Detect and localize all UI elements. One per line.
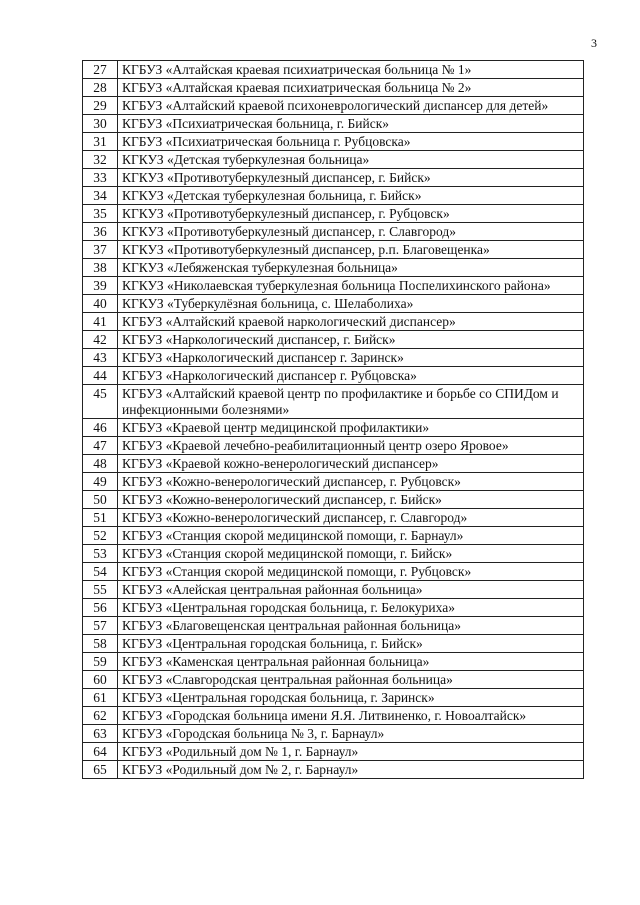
- table-row: [83, 671, 584, 689]
- table-row: [83, 385, 584, 419]
- row-number-cell: 51: [83, 509, 118, 527]
- institution-name-cell: КГКУЗ «Лебяженская туберкулезная больница»: [118, 259, 584, 277]
- institution-name-cell: КГБУЗ «Центральная городская больница, г. Бийск»: [118, 635, 584, 653]
- row-number-cell: 48: [83, 455, 118, 473]
- institution-name-cell: КГБУЗ «Алтайская краевая психиатрическая больница № 1»: [118, 61, 584, 79]
- row-number-cell: 64: [83, 743, 118, 761]
- row-number-cell: 38: [83, 259, 118, 277]
- row-number-cell: 34: [83, 187, 118, 205]
- table-row: [83, 79, 584, 97]
- table-row: [83, 115, 584, 133]
- row-number-cell: 58: [83, 635, 118, 653]
- row-number-cell: 65: [83, 761, 118, 779]
- table-row: [83, 187, 584, 205]
- institutions-table-body: [83, 61, 584, 779]
- row-number-cell: 27: [83, 61, 118, 79]
- row-number-cell: 37: [83, 241, 118, 259]
- institution-name-cell: КГБУЗ «Благовещенская центральная районная больница»: [118, 617, 584, 635]
- table-row: [83, 563, 584, 581]
- table-row: [83, 725, 584, 743]
- table-row: [83, 743, 584, 761]
- row-number-cell: 50: [83, 491, 118, 509]
- table-row: [83, 653, 584, 671]
- row-number-cell: 53: [83, 545, 118, 563]
- institution-name-cell: КГБУЗ «Кожно-венерологический диспансер, г. Славгород»: [118, 509, 584, 527]
- row-number-cell: 29: [83, 97, 118, 115]
- institution-name-cell: КГБУЗ «Центральная городская больница, г. Заринск»: [118, 689, 584, 707]
- table-row: [83, 169, 584, 187]
- institution-name-cell: КГБУЗ «Краевой центр медицинской профилактики»: [118, 419, 584, 437]
- institution-name-cell: КГБУЗ «Алтайский краевой психоневрологический диспансер для детей»: [118, 97, 584, 115]
- institution-name-cell: КГБУЗ «Психиатрическая больница, г. Бийск»: [118, 115, 584, 133]
- table-row: [83, 581, 584, 599]
- row-number-cell: 59: [83, 653, 118, 671]
- row-number-cell: 56: [83, 599, 118, 617]
- row-number-cell: 33: [83, 169, 118, 187]
- institutions-table: [82, 60, 584, 779]
- institution-name-cell: КГБУЗ «Наркологический диспансер, г. Бийск»: [118, 331, 584, 349]
- institution-name-cell: КГКУЗ «Противотуберкулезный диспансер, г. Бийск»: [118, 169, 584, 187]
- table-row: [83, 437, 584, 455]
- institution-name-cell: КГБУЗ «Центральная городская больница, г. Белокуриха»: [118, 599, 584, 617]
- institution-name-cell: КГБУЗ «Психиатрическая больница г. Рубцовска»: [118, 133, 584, 151]
- table-row: [83, 509, 584, 527]
- institution-name-cell: КГБУЗ «Алейская центральная районная больница»: [118, 581, 584, 599]
- row-number-cell: 30: [83, 115, 118, 133]
- row-number-cell: 32: [83, 151, 118, 169]
- table-row: [83, 295, 584, 313]
- institution-name-cell: КГКУЗ «Туберкулёзная больница, с. Шелаболиха»: [118, 295, 584, 313]
- institution-name-cell: КГКУЗ «Николаевская туберкулезная больница Поспелихинского района»: [118, 277, 584, 295]
- table-row: [83, 545, 584, 563]
- table-row: [83, 455, 584, 473]
- row-number-cell: 45: [83, 385, 118, 419]
- table-row: [83, 259, 584, 277]
- table-row: [83, 367, 584, 385]
- row-number-cell: 49: [83, 473, 118, 491]
- institution-name-cell: КГБУЗ «Городская больница имени Я.Я. Литвиненко, г. Новоалтайск»: [118, 707, 584, 725]
- institution-name-cell: КГБУЗ «Краевой кожно-венерологический диспансер»: [118, 455, 584, 473]
- institution-name-cell: КГКУЗ «Противотуберкулезный диспансер, р.п. Благовещенка»: [118, 241, 584, 259]
- row-number-cell: 47: [83, 437, 118, 455]
- row-number-cell: 60: [83, 671, 118, 689]
- institution-name-cell: КГБУЗ «Наркологический диспансер г. Рубцовска»: [118, 367, 584, 385]
- institution-name-cell: КГБУЗ «Кожно-венерологический диспансер, г. Бийск»: [118, 491, 584, 509]
- row-number-cell: 57: [83, 617, 118, 635]
- table-row: [83, 241, 584, 259]
- row-number-cell: 52: [83, 527, 118, 545]
- table-row: [83, 419, 584, 437]
- row-number-cell: 54: [83, 563, 118, 581]
- row-number-cell: 28: [83, 79, 118, 97]
- institution-name-cell: КГБУЗ «Краевой лечебно-реабилитационный центр озеро Яровое»: [118, 437, 584, 455]
- table-row: [83, 599, 584, 617]
- row-number-cell: 41: [83, 313, 118, 331]
- institution-name-cell: КГКУЗ «Противотуберкулезный диспансер, г. Славгород»: [118, 223, 584, 241]
- table-row: [83, 313, 584, 331]
- table-row: [83, 473, 584, 491]
- table-row: [83, 97, 584, 115]
- table-row: [83, 761, 584, 779]
- row-number-cell: 31: [83, 133, 118, 151]
- table-row: [83, 527, 584, 545]
- institution-name-cell: КГБУЗ «Славгородская центральная районная больница»: [118, 671, 584, 689]
- institution-name-cell: КГБУЗ «Алтайская краевая психиатрическая больница № 2»: [118, 79, 584, 97]
- row-number-cell: 36: [83, 223, 118, 241]
- table-row: [83, 617, 584, 635]
- institution-name-cell: КГБУЗ «Родильный дом № 1, г. Барнаул»: [118, 743, 584, 761]
- institution-name-cell: КГБУЗ «Каменская центральная районная больница»: [118, 653, 584, 671]
- table-row: [83, 491, 584, 509]
- table-row: [83, 635, 584, 653]
- institution-name-cell: КГБУЗ «Станция скорой медицинской помощи, г. Рубцовск»: [118, 563, 584, 581]
- table-row: [83, 349, 584, 367]
- row-number-cell: 62: [83, 707, 118, 725]
- institution-name-cell: КГКУЗ «Детская туберкулезная больница»: [118, 151, 584, 169]
- row-number-cell: 44: [83, 367, 118, 385]
- table-row: [83, 707, 584, 725]
- table-row: [83, 61, 584, 79]
- row-number-cell: 46: [83, 419, 118, 437]
- institution-name-cell: КГБУЗ «Наркологический диспансер г. Заринск»: [118, 349, 584, 367]
- row-number-cell: 43: [83, 349, 118, 367]
- row-number-cell: 55: [83, 581, 118, 599]
- table-row: [83, 331, 584, 349]
- table-row: [83, 277, 584, 295]
- institution-name-cell: КГКУЗ «Противотуберкулезный диспансер, г. Рубцовск»: [118, 205, 584, 223]
- institution-name-cell: КГБУЗ «Городская больница № 3, г. Барнаул»: [118, 725, 584, 743]
- institution-name-cell: КГБУЗ «Алтайский краевой наркологический диспансер»: [118, 313, 584, 331]
- institution-name-cell: КГБУЗ «Родильный дом № 2, г. Барнаул»: [118, 761, 584, 779]
- table-row: [83, 151, 584, 169]
- row-number-cell: 39: [83, 277, 118, 295]
- institution-name-cell: КГБУЗ «Алтайский краевой центр по профилактике и борьбе со СПИДом и инфекционными болезнями»: [118, 385, 584, 419]
- row-number-cell: 63: [83, 725, 118, 743]
- institution-name-cell: КГБУЗ «Станция скорой медицинской помощи, г. Барнаул»: [118, 527, 584, 545]
- institution-name-cell: КГКУЗ «Детская туберкулезная больница, г. Бийск»: [118, 187, 584, 205]
- row-number-cell: 35: [83, 205, 118, 223]
- row-number-cell: 42: [83, 331, 118, 349]
- table-row: [83, 205, 584, 223]
- table-row: [83, 133, 584, 151]
- row-number-cell: 61: [83, 689, 118, 707]
- institution-name-cell: КГБУЗ «Станция скорой медицинской помощи, г. Бийск»: [118, 545, 584, 563]
- institution-name-cell: КГБУЗ «Кожно-венерологический диспансер, г. Рубцовск»: [118, 473, 584, 491]
- page-number: 3: [591, 36, 597, 50]
- table-row: [83, 223, 584, 241]
- table-row: [83, 689, 584, 707]
- row-number-cell: 40: [83, 295, 118, 313]
